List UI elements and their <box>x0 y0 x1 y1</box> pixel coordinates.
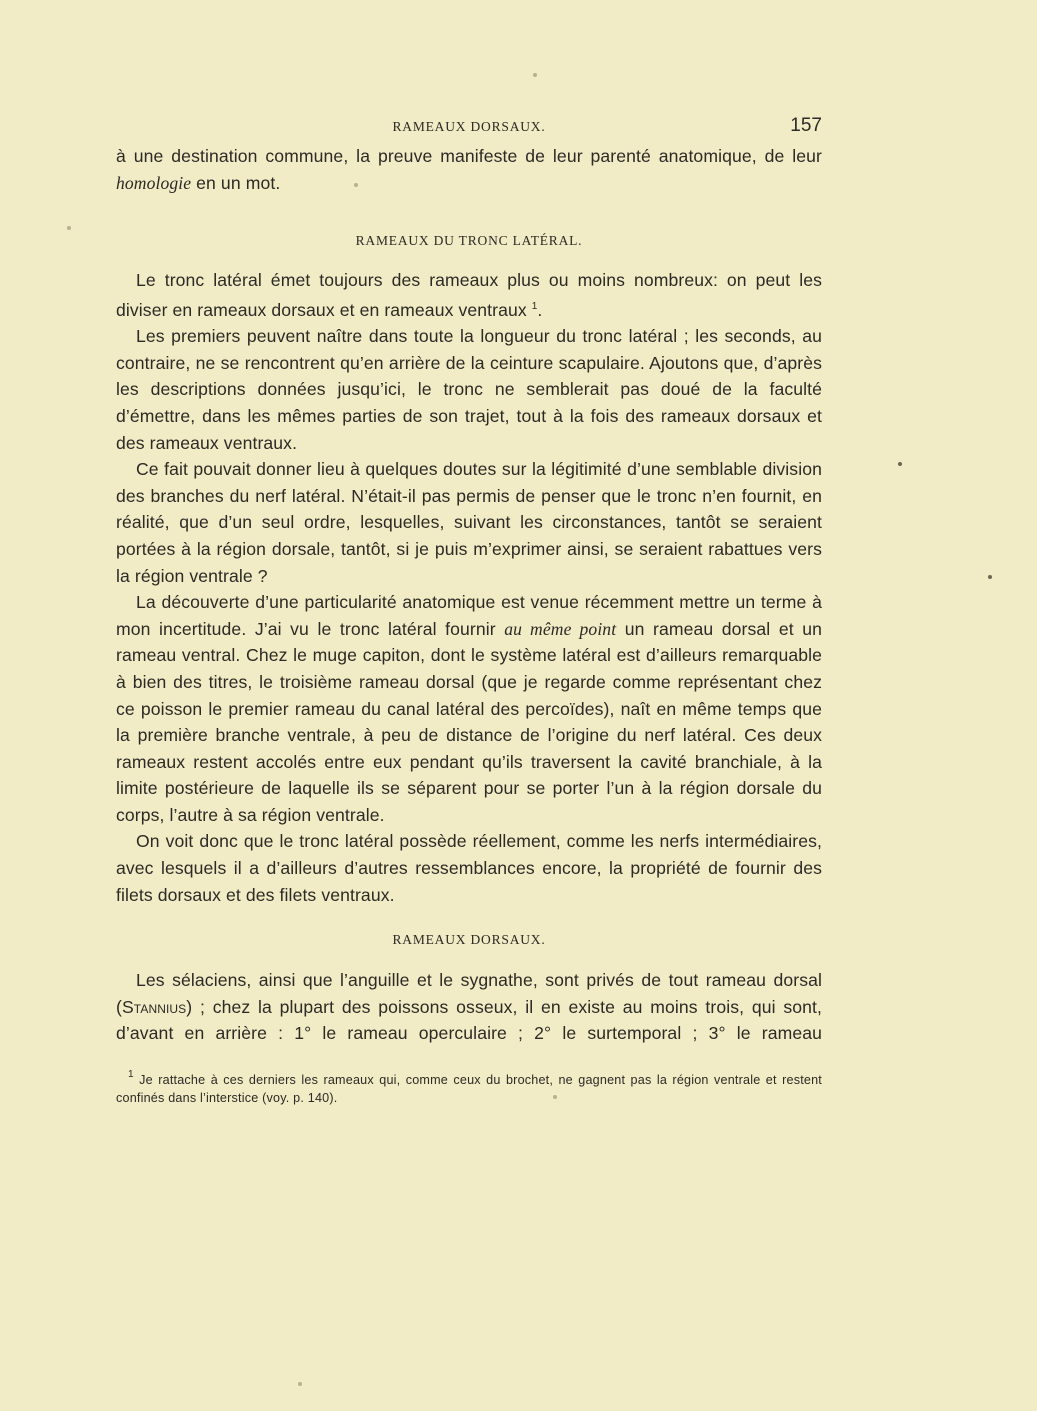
paragraph-text: Le tronc latéral émet toujours des rameaux plus ou moins nombreux: on peut les diviser en rameaux dorsaux et en rameaux ventraux <box>116 270 822 320</box>
section-body-tronc-lateral <box>116 267 822 908</box>
paragraph-text: un rameau dorsal et un rameau ventral. Chez le muge capiton, dont le système latéral est d’ailleurs remarquable à bien des titres, le troisième rameau dorsal (que je regarde comme représentant chez ce poisson le premier rameau du canal latéral des percoïdes), naît en même temps que la première branche ventrale, à peu de distance de l’origine du nerf latéral. Ces deux rameaux restent accolés entre eux pendant qu’ils traversent la cavité branchiale, à la limite postérieure de laquelle ils se séparent pour se porter l’un à la région dorsale du corps, l’autre à sa région ventrale. <box>116 618 822 825</box>
paragraph <box>116 967 822 1047</box>
paragraph <box>116 143 822 196</box>
paragraph-text: Les sélaciens, ainsi que l’anguille et le sygnathe, sont privés de tout rameau dorsal ( <box>116 970 822 1017</box>
paper-speck <box>553 1095 557 1099</box>
paragraph <box>116 589 822 828</box>
paragraph-text: en un mot. <box>191 172 281 193</box>
footnote-paragraph <box>116 1066 822 1107</box>
footnote-ref: 1 <box>531 300 538 312</box>
intro-paragraph <box>116 143 822 196</box>
running-title: RAMEAUX DORSAUX. <box>392 119 546 134</box>
italic-term: au même point <box>504 618 617 639</box>
paper-speck <box>898 462 902 466</box>
paragraph: Ce fait pouvait donner lieu à quelques doutes sur la légitimité d’une semblable division des branches du nerf latéral. N’était-il pas permis de penser que le tronc n’en fournit, en réalité, que d’un seul ordre, lesquelles, suivant les circonstances, tantôt se seraient portées à la région dorsale, tantôt, si je puis m’exprimer ainsi, se seraient rabattues vers la région ventrale ? <box>116 459 822 586</box>
paper-speck <box>67 226 71 230</box>
paragraph-text: . <box>537 299 543 320</box>
page-number: 157 <box>790 115 822 136</box>
section-title-rameaux-dorsaux: RAMEAUX DORSAUX. <box>392 932 546 947</box>
paper-speck <box>533 73 537 77</box>
paragraph: Les premiers peuvent naître dans toute la longueur du tronc latéral ; les seconds, au contraire, ne se rencontrent qu’en arrière de la ceinture scapulaire. Ajoutons que, d’après les descriptions données jusqu’ici, le tronc ne semblerait pas doué de la faculté d’émettre, dans les mêmes parties de son trajet, tout à la fois des rameaux dorsaux et des rameaux ventraux. <box>116 326 822 453</box>
paper-speck <box>298 1382 302 1386</box>
paragraph <box>116 267 822 323</box>
author-name: Stannius <box>121 996 187 1017</box>
section-title-tronc-lateral: RAMEAUX DU TRONC LATÉRAL. <box>355 233 583 248</box>
footnote-text: Je rattache à ces derniers les rameaux qui, comme ceux du brochet, ne gagnent pas la région ventrale et restent confinés dans l’interstice (voy. p. 140). <box>116 1073 822 1105</box>
paragraph: On voit donc que le tronc latéral possède réellement, comme les nerfs intermédiaires, avec lesquels il a d’ailleurs d’autres ressemblances encore, la propriété de fournir des filets dorsaux et des filets ventraux. <box>116 831 822 905</box>
paragraph-text: à une destination commune, la preuve manifeste de leur parenté anatomique, de leur <box>116 146 822 166</box>
paper-speck <box>354 183 358 187</box>
section-body-rameaux-dorsaux <box>116 967 822 1047</box>
footnote <box>116 1066 822 1107</box>
paragraph-text: La découverte d’une particularité anatomique est venue récemment mettre un terme à mon incertitude. J’ai vu le tronc latéral fournir <box>116 592 822 639</box>
paragraph-text: ) ; chez la plupart des poissons osseux, il en existe au moins trois, qui sont, d’avant en arrière : 1° le rameau operculaire ; 2° le surtemporal ; 3° le rameau <box>116 996 822 1044</box>
paper-speck <box>988 575 992 579</box>
page-header <box>116 117 822 139</box>
footnote-marker: 1 <box>128 1069 134 1080</box>
italic-term: homologie <box>116 172 192 193</box>
